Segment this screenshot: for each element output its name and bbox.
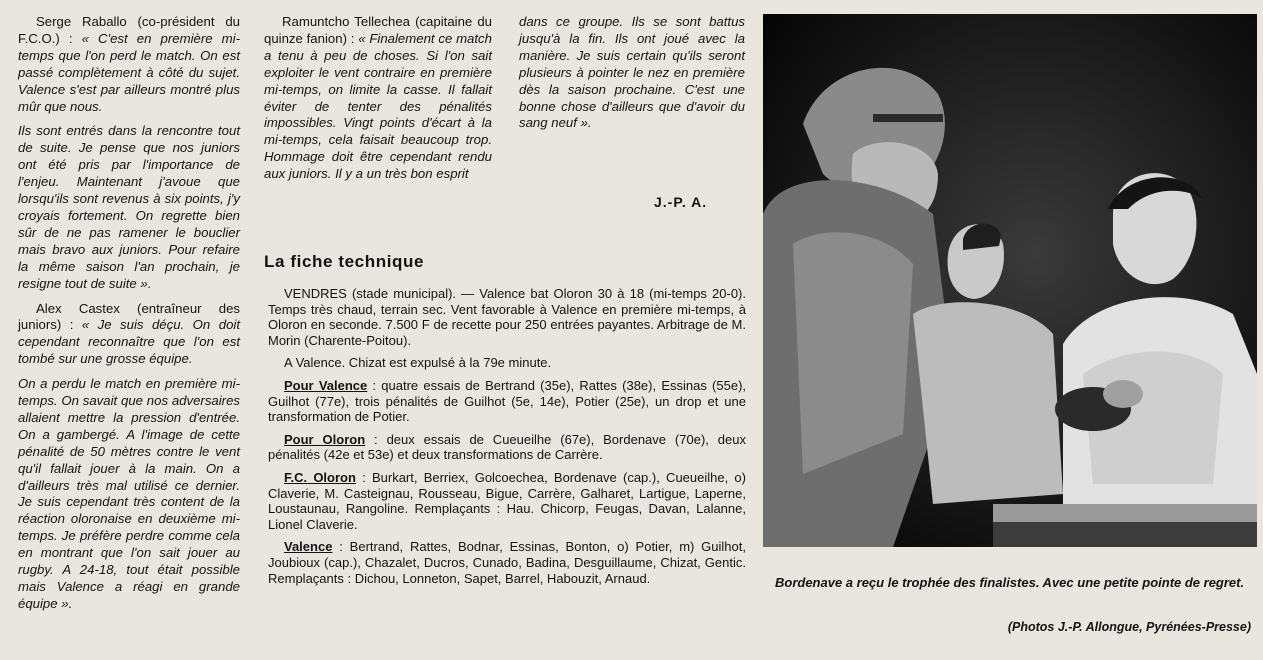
quote-castex-continued: On a perdu le match en première mi-temps. On savait que nos adversaires allaient mettre la pression d'entrée. On a gambergé. A l'image de cette pénalité de 50 mètres contre le vent qu'il fallait jouer à la main. On a d'ailleurs très mal utilisé ce dernier. Je suis cependant très content de la réaction oloronaise en deuxième mi-temps. Je préfère perdre comme cela en montrant que l'on sait jouer au rugby. A 24-18, tout était possible mais Valence a réagi en grande équipe ». — [18, 376, 240, 611]
match-summary: VENDRES (stade municipal). — Valence bat Oloron 30 à 18 (mi-temps 20-0). Temps très chaud, terrain sec. Vent favorable à Valence en première mi-temps, à Oloron en seconde. 7.500 F de recette pour 250 entrées payantes. Arbitrage de M. Morin (Charente-Poitou). — [268, 286, 746, 348]
quote-tellechea-continued: dans ce groupe. Ils se sont battus jusqu'à la fin. Ils ont joué avec la manière. Je suis certain qu'ils seront plusieurs à pointer le nez en première dès la saison prochaine. C'est une bonne chose d'ailleurs que d'avoir du sang neuf ». — [519, 14, 745, 131]
scoring-oloron: Pour Oloron : deux essais de Cueueilhe (67e), Bordenave (70e), deux pénalités (42e et 53e) et deux transformations de Carrère. — [268, 431, 746, 463]
news-photo — [763, 14, 1257, 547]
lineup-oloron: F.C. Oloron : Burkart, Berriex, Golcoechea, Bordenave (cap.), Cueueilhe, o) Claverie, M. Casteignau, Rousseau, Bigue, Carrère, Galharet, Lartigue, Laperne, Loustaunau, Rangoline. Remplaçants : Hau. Chicorp, Feugas, Davan, Lalanne, Lionel Claverie. — [268, 469, 746, 532]
news-photo-illustration — [763, 14, 1257, 547]
quote-raballo-continued: Ils sont entrés dans la rencontre tout de suite. Je pense que nos juniors ont été pris par l'importance de l'enjeu. Maintenant j'avoue que lorsqu'ils sont revenus à six points, j'y croyais fortement. On regrette bien sûr de ne pas ramener le bouclier mais bravo aux juniors. Pour refaire la même saison l'an prochain, je resigne tout de suite ». — [18, 123, 240, 291]
article-column-3 — [519, 14, 745, 140]
lineup-valence: Valence : Bertrand, Rattes, Bodnar, Essinas, Bonton, o) Potier, m) Guilhot, Joubioux (cap.), Chazalet, Ducros, Cunado, Badina, Desguillaume, Chizat, Gentic. Remplaçants : Dichou, Lonneton, Sapet, Barrel, Habouzit, Arnaud. — [268, 539, 746, 586]
expulsion-note: A Valence. Chizat est expulsé à la 79e minute. — [284, 355, 552, 371]
fiche-technique-heading: La fiche technique — [264, 252, 425, 271]
article-column-2 — [264, 14, 492, 191]
photo-caption: Bordenave a reçu le trophée des finalistes. Avec une petite pointe de regret. — [775, 575, 1245, 590]
quote-raballo: Serge Raballo (co-président du F.C.O.) : « C'est en première mi-temps que l'on perd le match. On est passé complètement à côté du sujet. Valence s'est par ailleurs montré plus mûr que nous. — [18, 14, 240, 114]
quote-tellechea: Ramuntcho Tellechea (capitaine du quinze fanion) : « Finalement ce match a tenu à peu de choses. Si l'on sait exploiter le vent contraire en première mi-temps, on limite la casse. Il fallait éviter de tenter des pénalités impossibles. Vingt points d'écart à la mi-temps, cela faisait beaucoup trop. Hommage doit être cependant rendu aux juniors. Il y a un très bon esprit — [264, 14, 492, 182]
scoring-valence: Pour Valence : quatre essais de Bertrand (35e), Rattes (38e), Essinas (55e), Guilhot (77e), trois pénalités de Guilhot (5e, 14e), Potier (25e), un drop et une transformation de Potier. — [268, 377, 747, 425]
photo-credit: (Photos J.-P. Allongue, Pyrénées-Presse) — [1007, 620, 1251, 634]
quote-castex: Alex Castex (entraîneur des juniors) : « Je suis déçu. On doit cependant reconnaître que l'on est tombé sur une grosse équipe. — [18, 300, 240, 367]
fiche-technique-body — [268, 286, 746, 593]
article-column-1 — [18, 14, 240, 621]
author-signature: J.-P. A. — [654, 194, 708, 210]
